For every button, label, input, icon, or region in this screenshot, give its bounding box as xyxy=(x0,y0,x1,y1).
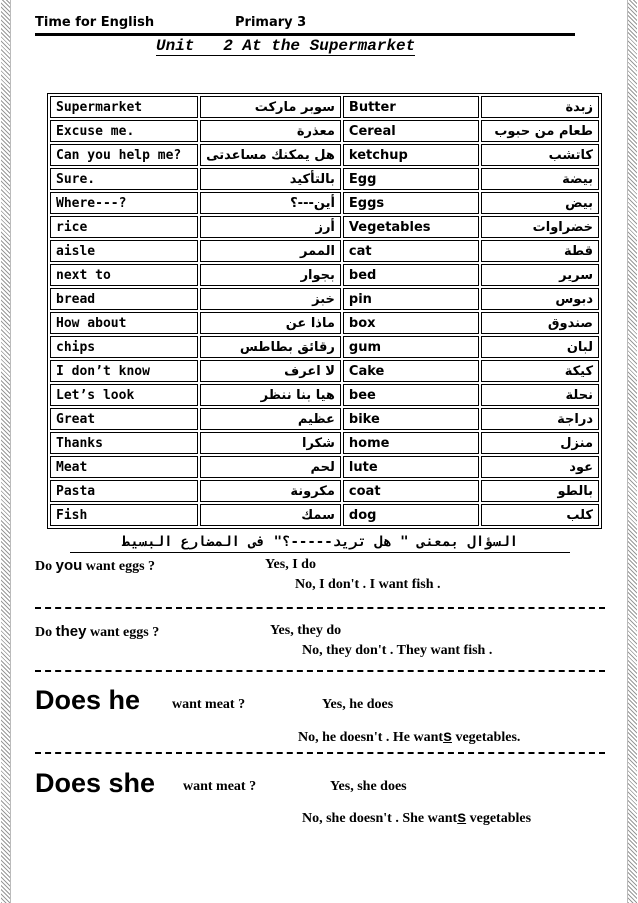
answer-4-yes: Yes, she does xyxy=(330,779,407,794)
divider-3 xyxy=(35,752,605,754)
vocab-arabic-meaning: الممر xyxy=(200,240,341,262)
right-decorative-border xyxy=(627,0,637,903)
vocab-english-word: Thanks xyxy=(50,432,198,454)
vocab-arabic-meaning: معذرة xyxy=(200,120,341,142)
vocab-english-word: bread xyxy=(50,288,198,310)
vocab-arabic-meaning: بالتأكيد xyxy=(200,168,341,190)
vocab-row xyxy=(50,456,599,478)
vocab-arabic-meaning: شكرا xyxy=(200,432,341,454)
vocab-english-word: Can you help me? xyxy=(50,144,198,166)
vocab-arabic-meaning: ماذا عن xyxy=(200,312,341,334)
question-2-post: want eggs ? xyxy=(86,625,160,640)
question-1-subject: you xyxy=(55,557,83,574)
vocab-english-word: Vegetables xyxy=(343,216,480,238)
vocab-row xyxy=(50,264,599,286)
vocab-english-word: Great xyxy=(50,408,198,430)
answer-4-no-s: s xyxy=(457,809,467,826)
vocab-row xyxy=(50,408,599,430)
vocab-arabic-meaning: دبوس xyxy=(481,288,599,310)
question-4-subject: Does she xyxy=(35,768,156,798)
vocab-english-word: Cereal xyxy=(343,120,480,142)
vocab-arabic-meaning: بيضة xyxy=(481,168,599,190)
answer-4-no-post: vegetables xyxy=(466,811,532,826)
vocab-arabic-meaning: لحم xyxy=(200,456,341,478)
vocab-arabic-meaning: طعام من حبوب xyxy=(481,120,599,142)
vocab-english-word: bed xyxy=(343,264,480,286)
question-3-subject: Does he xyxy=(35,685,141,715)
vocab-row xyxy=(50,120,599,142)
vocab-english-word: Let’s look xyxy=(50,384,198,406)
question-2-subject: they xyxy=(55,623,87,640)
vocab-english-word: bike xyxy=(343,408,480,430)
vocab-row xyxy=(50,216,599,238)
vocab-english-word: bee xyxy=(343,384,480,406)
vocab-arabic-meaning: نحلة xyxy=(481,384,599,406)
vocab-arabic-meaning: منزل xyxy=(481,432,599,454)
vocab-row xyxy=(50,360,599,382)
vocabulary-table xyxy=(47,93,602,529)
vocab-english-word: Where---? xyxy=(50,192,198,214)
answer-4-no-pre: No, she doesn't . She want xyxy=(302,811,458,826)
vocab-arabic-meaning: كلب xyxy=(481,504,599,526)
answer-3-yes: Yes, he does xyxy=(322,697,394,712)
vocab-english-word: Eggs xyxy=(343,192,480,214)
question-1-pre: Do xyxy=(35,559,56,574)
answer-4-no xyxy=(302,809,531,827)
vocab-arabic-meaning: هل يمكنك مساعدتى xyxy=(200,144,341,166)
vocab-row xyxy=(50,168,599,190)
vocab-english-word: pin xyxy=(343,288,480,310)
vocab-english-word: I don’t know xyxy=(50,360,198,382)
vocab-row xyxy=(50,96,599,118)
vocab-arabic-meaning: زبدة xyxy=(481,96,599,118)
vocab-english-word: Sure. xyxy=(50,168,198,190)
vocab-english-word: box xyxy=(343,312,480,334)
vocab-arabic-meaning: لا اعرف xyxy=(200,360,341,382)
answer-2-yes: Yes, they do xyxy=(270,623,342,638)
vocab-english-word: Meat xyxy=(50,456,198,478)
question-2-pre: Do xyxy=(35,625,56,640)
vocab-arabic-meaning: خضراوات xyxy=(481,216,599,238)
vocab-english-word: gum xyxy=(343,336,480,358)
answer-2-no: No, they don't . They want fish . xyxy=(302,643,493,658)
header-left-text: Time for English xyxy=(35,15,155,30)
vocab-english-word: home xyxy=(343,432,480,454)
vocab-english-word: rice xyxy=(50,216,198,238)
vocab-arabic-meaning: بجوار xyxy=(200,264,341,286)
vocab-english-word: chips xyxy=(50,336,198,358)
vocab-english-word: Supermarket xyxy=(50,96,198,118)
vocab-english-word: Fish xyxy=(50,504,198,526)
question-4-post: want meat ? xyxy=(183,779,257,794)
question-1-post: want eggs ? xyxy=(82,559,156,574)
vocab-row xyxy=(50,312,599,334)
page-header xyxy=(35,15,575,36)
vocab-english-word: dog xyxy=(343,504,480,526)
vocab-row xyxy=(50,192,599,214)
vocab-arabic-meaning: سمك xyxy=(200,504,341,526)
unit-title: Unit 2 At the Supermarket xyxy=(156,37,416,55)
divider-2 xyxy=(35,670,605,672)
question-1 xyxy=(35,557,155,575)
vocab-arabic-meaning: كيكة xyxy=(481,360,599,382)
answer-1-no: No, I don't . I want fish . xyxy=(295,577,441,592)
vocab-arabic-meaning: سرير xyxy=(481,264,599,286)
left-decorative-border xyxy=(1,0,11,903)
vocab-arabic-meaning: كاتشب xyxy=(481,144,599,166)
vocab-english-word: aisle xyxy=(50,240,198,262)
answer-3-no-s: s xyxy=(443,728,452,745)
vocab-row xyxy=(50,336,599,358)
vocab-row xyxy=(50,480,599,502)
vocab-english-word: ketchup xyxy=(343,144,480,166)
vocab-row xyxy=(50,288,599,310)
vocab-english-word: Excuse me. xyxy=(50,120,198,142)
vocabulary-table-body xyxy=(50,96,599,526)
vocab-row xyxy=(50,144,599,166)
vocab-arabic-meaning: سوبر ماركت xyxy=(200,96,341,118)
vocab-row xyxy=(50,504,599,526)
vocab-arabic-meaning: لبان xyxy=(481,336,599,358)
answer-3-no xyxy=(298,728,520,746)
vocab-arabic-meaning: بالطو xyxy=(481,480,599,502)
answer-1-yes: Yes, I do xyxy=(265,557,316,572)
header-grade-text: Primary 3 xyxy=(235,15,307,30)
vocab-english-word: lute xyxy=(343,456,480,478)
vocab-arabic-meaning: صندوق xyxy=(481,312,599,334)
vocab-english-word: cat xyxy=(343,240,480,262)
vocab-arabic-meaning: خبز xyxy=(200,288,341,310)
vocab-arabic-meaning: عود xyxy=(481,456,599,478)
vocab-arabic-meaning: هيا بنا ننظر xyxy=(200,384,341,406)
vocab-english-word: Pasta xyxy=(50,480,198,502)
answer-3-no-pre: No, he doesn't . He want xyxy=(298,730,444,745)
vocab-english-word: Egg xyxy=(343,168,480,190)
vocab-arabic-meaning: مكرونة xyxy=(200,480,341,502)
vocab-arabic-meaning: عظيم xyxy=(200,408,341,430)
vocab-row xyxy=(50,432,599,454)
vocab-arabic-meaning: دراجة xyxy=(481,408,599,430)
divider-1 xyxy=(35,607,605,609)
vocab-arabic-meaning: أرز xyxy=(200,216,341,238)
vocab-row xyxy=(50,240,599,262)
answer-3-no-post: vegetables. xyxy=(451,730,521,745)
arabic-question-heading: السؤال بمعنى " هل تريد-----؟" فى المضارع البسيط xyxy=(70,532,570,553)
vocab-english-word: next to xyxy=(50,264,198,286)
vocab-row xyxy=(50,384,599,406)
vocab-english-word: Butter xyxy=(343,96,480,118)
vocab-arabic-meaning: أين---؟ xyxy=(200,192,341,214)
vocab-english-word: How about xyxy=(50,312,198,334)
vocab-arabic-meaning: بيض xyxy=(481,192,599,214)
question-2 xyxy=(35,623,159,641)
vocab-english-word: Cake xyxy=(343,360,480,382)
vocab-arabic-meaning: قطة xyxy=(481,240,599,262)
question-3-post: want meat ? xyxy=(172,697,246,712)
vocab-arabic-meaning: رقائق بطاطس xyxy=(200,336,341,358)
vocab-english-word: coat xyxy=(343,480,480,502)
